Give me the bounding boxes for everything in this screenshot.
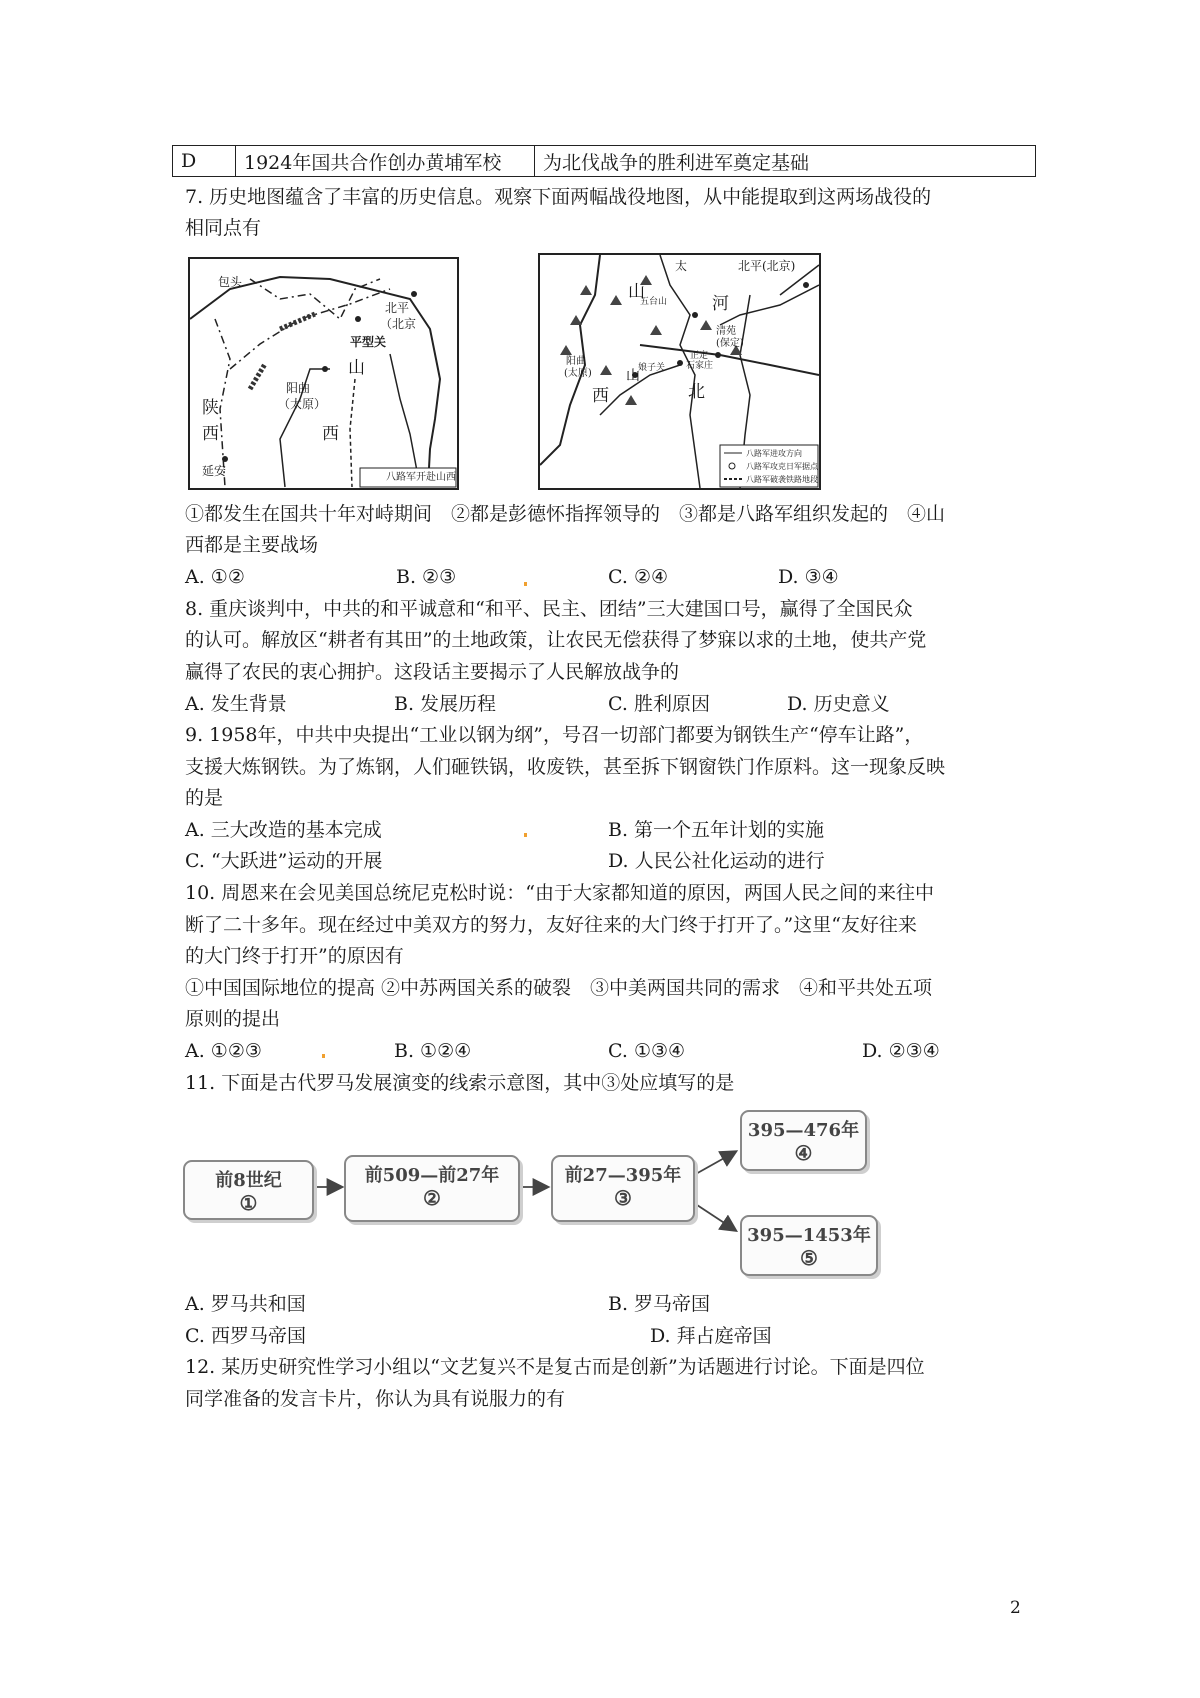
flow-box-5-period: 395—1453年 (747, 1225, 871, 1246)
q9-option-c[interactable]: C. “大跃进”运动的开展 (185, 850, 383, 872)
map2-label-shan: 山 (628, 282, 645, 302)
q7-stem-line2: 相同点有 (185, 217, 262, 239)
q9-line2: 支援大炼钢铁。为了炼钢，人们砸铁锅，收废铁，甚至拆下钢窗铁门作原料。这一现象反映 (185, 756, 946, 778)
flow-box-4-period: 395—476年 (747, 1120, 860, 1141)
map1-legend: 八路军开赴山西 (386, 472, 456, 483)
q8-line2: 的认可。解放区“耕者有其田”的土地政策，让农民无偿获得了梦寐以求的土地，使共产党 (185, 629, 927, 651)
q7-items-line1: ①都发生在国共十年对峙期间 ②都是彭德怀指挥领导的 ③都是八路军组织发起的 ④山 (185, 503, 946, 525)
q10-option-a[interactable]: A. ①②③ (185, 1040, 262, 1062)
map2-label-he: 河 (712, 294, 729, 314)
flow-box-1-period: 前8世纪 (215, 1170, 282, 1191)
flow-box-5-marker: ⑤ (800, 1246, 818, 1270)
flow-box-2 (344, 1155, 520, 1222)
map1-label-yanan: 延安 (202, 464, 227, 478)
map2-label-bei: 北 (688, 382, 705, 402)
map1-label-shan: 山 (348, 358, 365, 378)
flow-box-2-marker: ② (423, 1186, 441, 1210)
q10-line4: ①中国国际地位的提高 ②中苏两国关系的破裂 ③中美两国共同的需求 ④和平共处五项 (185, 977, 933, 999)
q7-option-a[interactable]: A. ①② (185, 566, 245, 588)
map2-label-shijiazhuang: 石家庄 (686, 361, 714, 371)
q12-line1: 12. 某历史研究性学习小组以“文艺复兴不是复古而是创新”为话题进行讨论。下面是四位 (185, 1356, 925, 1378)
flow-box-3 (551, 1155, 695, 1222)
map2-label-yangqu: 阳曲 (566, 356, 586, 367)
map2-legend-capture: 八路军攻克日军据点 (746, 462, 818, 471)
map2-label-shan2: 山 (626, 368, 640, 384)
q10-line1: 10. 周恩来在会见美国总统尼克松时说：“由于大家都知道的原因，两国人民之间的来往中 (185, 882, 934, 904)
q8-line1: 8. 重庆谈判中，中共的和平诚意和“和平、民主、团结”三大建国口号，赢得了全国民众 (185, 598, 913, 620)
table-cell-option: D (173, 146, 236, 177)
q11-option-b[interactable]: B. 罗马帝国 (608, 1293, 711, 1315)
table-cell-event: 1924年国共合作创办黄埔军校 (236, 146, 535, 177)
map2-label-xi: 西 (592, 386, 609, 406)
q11-option-c[interactable]: C. 西罗马帝国 (185, 1325, 306, 1347)
flow-box-3-marker: ③ (614, 1186, 632, 1210)
map2-label-niangziguan: 娘子关 (638, 363, 666, 373)
q7-option-b[interactable]: B. ②③ (396, 566, 457, 588)
q8-option-a[interactable]: A. 发生背景 (185, 693, 287, 715)
q11-stem: 11. 下面是古代罗马发展演变的线索示意图，其中③处应填写的是 (185, 1072, 735, 1094)
map1-label-beijing: （北京 (380, 317, 417, 331)
map1-label-baotou: 包头 (218, 275, 243, 289)
flow-box-4-marker: ④ (794, 1141, 813, 1165)
map2-label-baoding: (保定) (716, 338, 744, 349)
flow-box-5 (740, 1215, 878, 1276)
q7-option-c[interactable]: C. ②④ (608, 566, 669, 588)
q7-items-line2: 西都是主要战场 (185, 534, 319, 556)
map2-label-taiyuan: (太原) (564, 368, 592, 379)
q10-line5: 原则的提出 (185, 1008, 281, 1030)
q10-line2: 断了二十多年。现在经过中美双方的努力，友好往来的大门终于打开了。”这里“友好往来 (185, 914, 917, 936)
map1-label-beiping: 北平 (385, 301, 410, 315)
flow-box-4 (740, 1110, 867, 1171)
map2-legend-railway: 八路军破袭铁路地段 (746, 475, 818, 484)
map1-label-taiyuan: （太原） (278, 397, 327, 411)
map1-label-xi2: 西 (322, 424, 339, 444)
q8-line3: 赢得了农民的衷心拥护。这段话主要揭示了人民解放战争的 (185, 661, 680, 683)
map2-legend-attack: 八路军进攻方向 (746, 449, 802, 458)
q11-option-d[interactable]: D. 拜占庭帝国 (650, 1325, 772, 1347)
q8-option-d[interactable]: D. 历史意义 (787, 693, 890, 715)
map2-label-tai: 太 (675, 259, 688, 273)
q9-option-b[interactable]: B. 第一个五年计划的实施 (608, 819, 825, 841)
map1-label-yangqu: 阳曲 (286, 381, 311, 395)
q9-option-d[interactable]: D. 人民公社化运动的进行 (608, 850, 825, 872)
q7-option-d[interactable]: D. ③④ (778, 566, 839, 588)
q10-option-c[interactable]: C. ①③④ (608, 1040, 686, 1062)
q9-option-a[interactable]: A. 三大改造的基本完成 (185, 819, 382, 841)
map1-label-xi1: 西 (202, 424, 219, 444)
q8-option-c[interactable]: C. 胜利原因 (608, 693, 710, 715)
page-number: 2 (1010, 1598, 1021, 1618)
flow-box-2-period: 前509—前27年 (364, 1165, 500, 1186)
map1-label-shaan: 陕 (202, 398, 219, 418)
map2-label-beiping: 北平(北京) (738, 259, 796, 273)
q7-stem-line1: 7. 历史地图蕴含了丰富的历史信息。观察下面两幅战役地图，从中能提取到这两场战役的 (185, 186, 932, 208)
q9-line1: 9. 1958年，中共中央提出“工业以钢为纲”，号召一切部门都要为钢铁生产“停车让路”， (185, 724, 924, 746)
map2-label-zhengding: 正定 (690, 351, 709, 361)
map2-label-qingyuan: 清苑 (716, 326, 736, 337)
q10-option-b[interactable]: B. ①②④ (394, 1040, 472, 1062)
q10-option-d[interactable]: D. ②③④ (862, 1040, 940, 1062)
flow-box-3-period: 前27—395年 (564, 1165, 682, 1186)
table-cell-significance: 为北伐战争的胜利进军奠定基础 (535, 146, 1036, 177)
flow-box-1-marker: ① (239, 1191, 258, 1215)
map2-label-wutaishan: 五台山 (640, 297, 668, 307)
q12-line2: 同学准备的发言卡片，你认为具有说服力的有 (185, 1388, 566, 1410)
q11-option-a[interactable]: A. 罗马共和国 (185, 1293, 306, 1315)
flow-box-1 (183, 1160, 314, 1220)
q10-line3: 的大门终于打开”的原因有 (185, 945, 404, 967)
q8-option-b[interactable]: B. 发展历程 (394, 693, 497, 715)
map1-label-pingxingguan: 平型关 (350, 335, 387, 349)
q9-line3: 的是 (185, 787, 224, 809)
